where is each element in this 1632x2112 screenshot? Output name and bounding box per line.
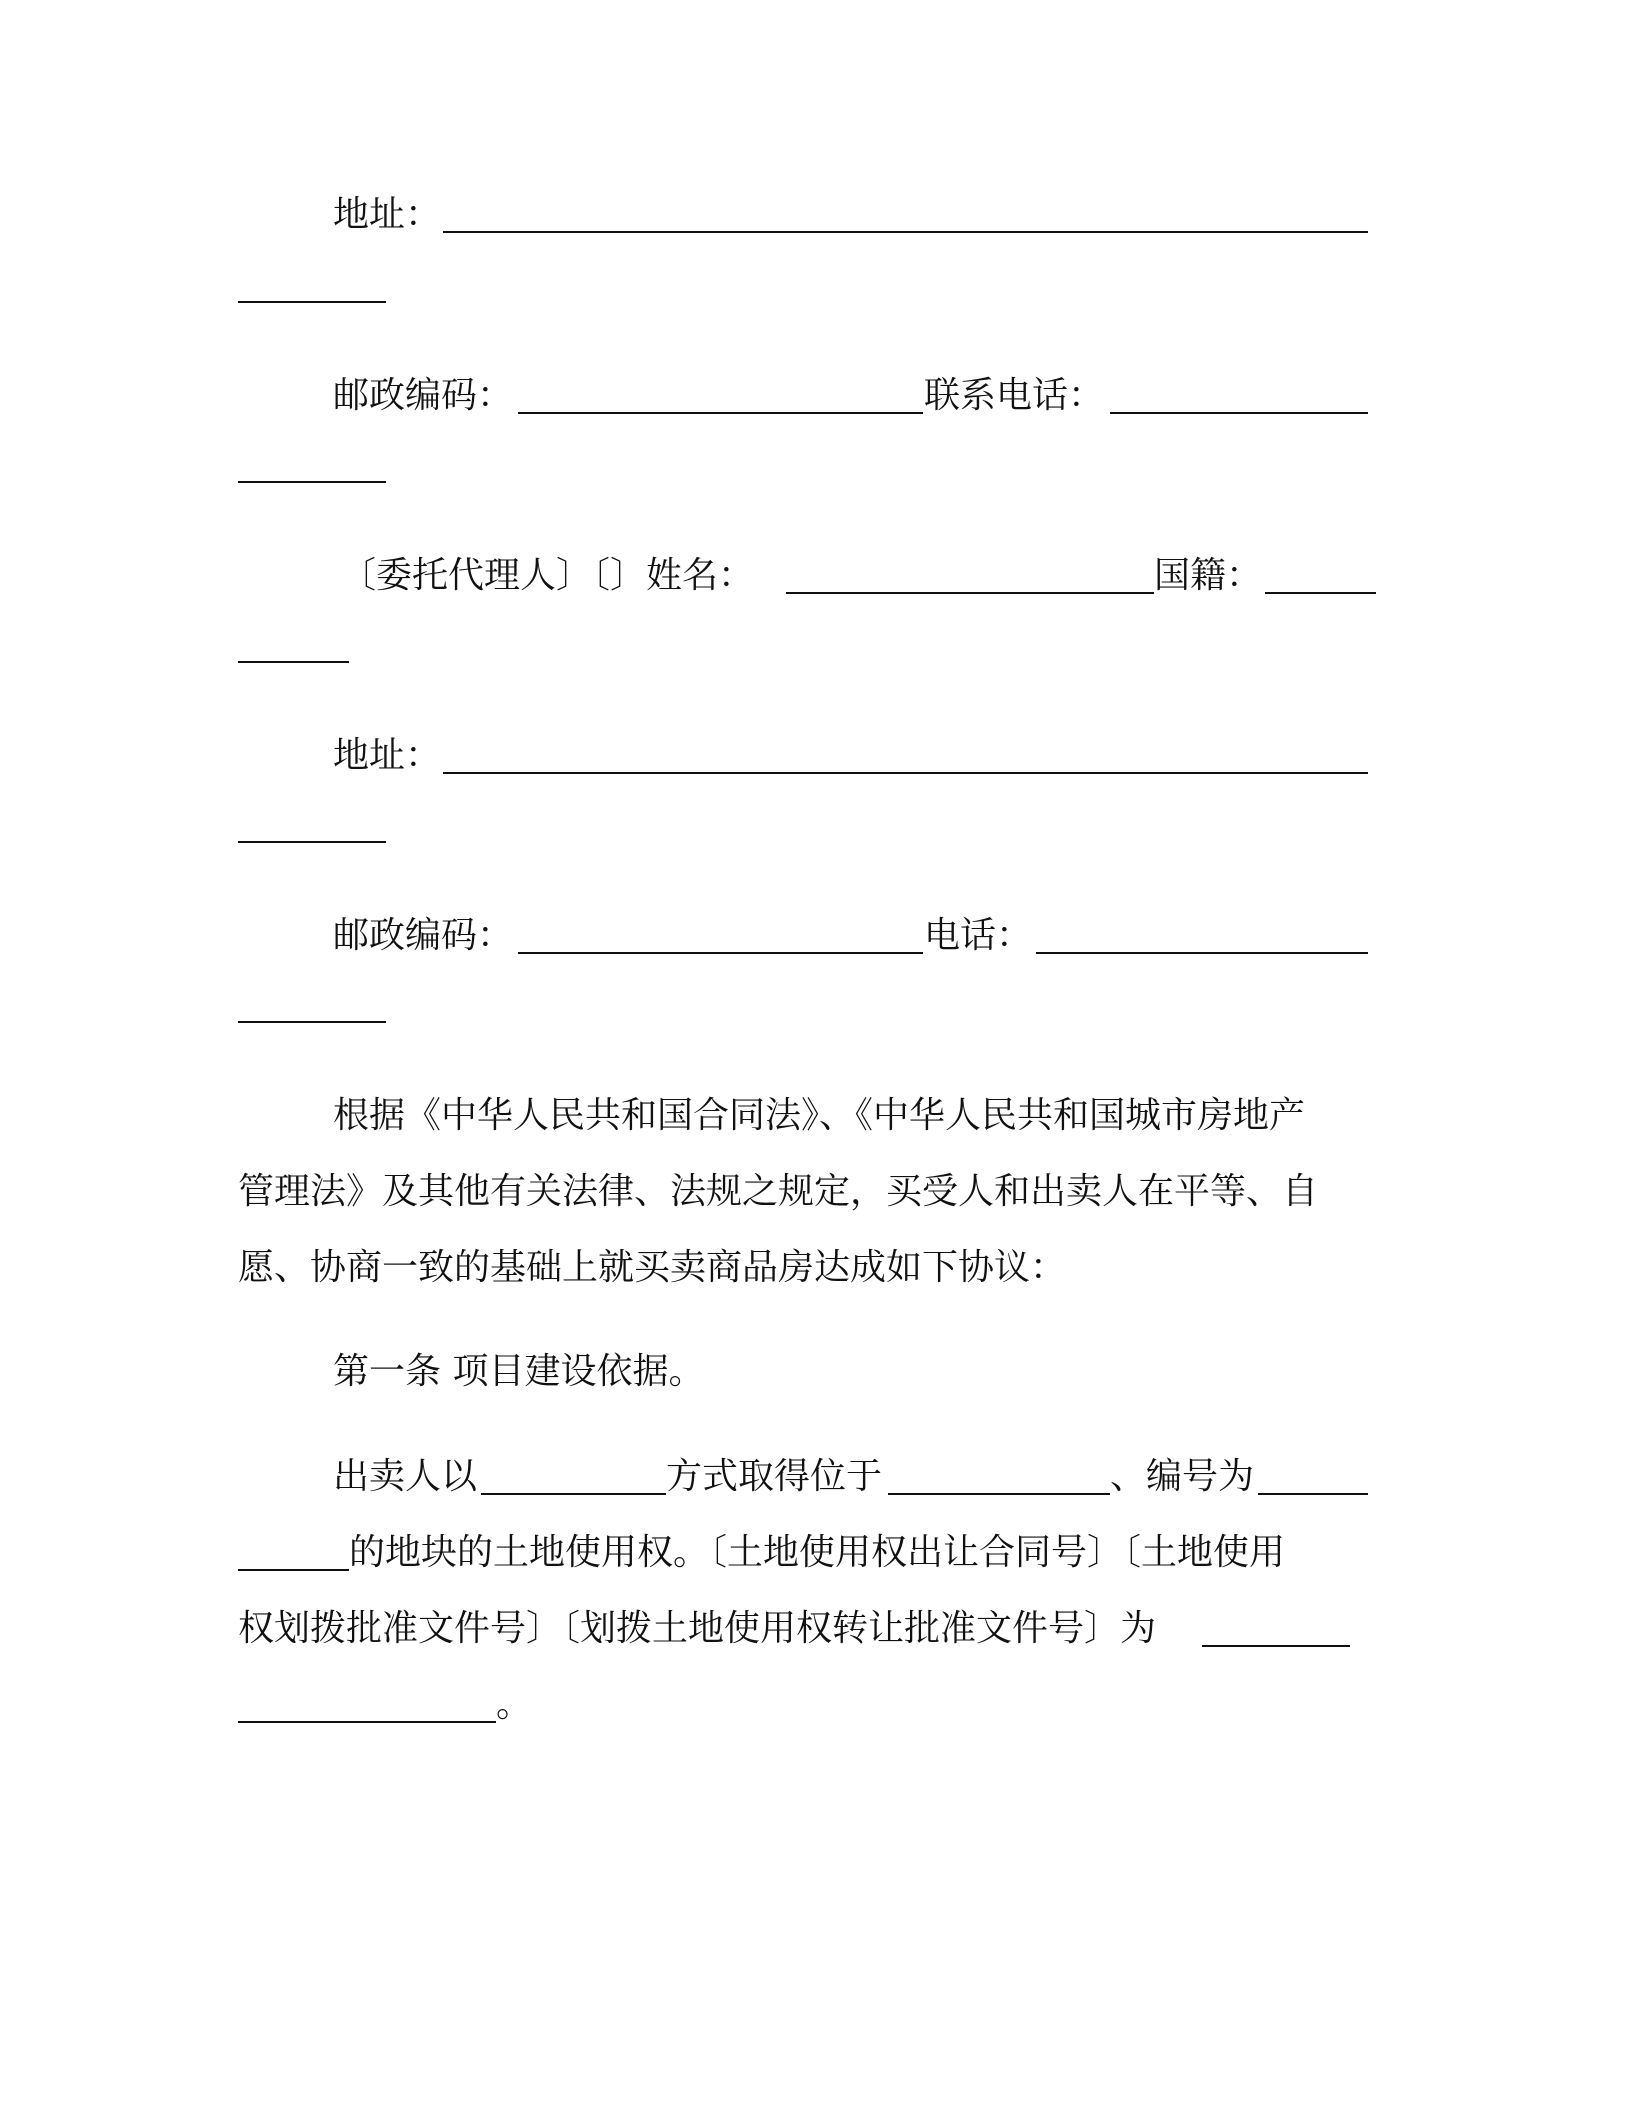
nationality-blank-continued[interactable] xyxy=(238,661,349,663)
parcel-number-blank[interactable] xyxy=(1258,1493,1368,1495)
preamble-line-3 xyxy=(0,1238,1632,1298)
agent-postal-code-label: 邮政编码： xyxy=(333,915,514,956)
article-1-line-1 xyxy=(0,1447,1632,1507)
acquisition-method-blank[interactable] xyxy=(481,1493,666,1495)
postal-code-label: 邮政编码： xyxy=(333,375,514,416)
agent-address-blank-continued[interactable] xyxy=(238,841,386,843)
article-1-period: 。 xyxy=(496,1684,533,1725)
agent-name-label: 〔委托代理人〕〔〕姓名： xyxy=(340,555,755,596)
address-line-1 xyxy=(0,185,1632,245)
agent-phone-blank-continued[interactable] xyxy=(238,1021,386,1023)
article-1-heading: 第一条 项目建设依据。 xyxy=(333,1351,705,1392)
postal-phone-continuation-1 xyxy=(0,435,1632,495)
agent-continuation xyxy=(0,615,1632,675)
agent-postal-code-blank[interactable] xyxy=(518,952,923,954)
address-blank-continued[interactable] xyxy=(238,301,386,303)
address-continuation-1 xyxy=(0,255,1632,315)
article-1-text-b: 方式取得位于 xyxy=(666,1456,883,1497)
postal-code-blank[interactable] xyxy=(518,412,923,414)
preamble-text-1: 根据《中华人民共和国合同法》、《中华人民共和国城市房地产 xyxy=(333,1095,1306,1136)
contact-phone-label: 联系电话： xyxy=(924,375,1105,416)
article-1-text-a: 出卖人以 xyxy=(333,1456,478,1497)
contact-phone-blank-continued[interactable] xyxy=(238,481,386,483)
article-1-line-3 xyxy=(0,1599,1632,1659)
article-1-text-c: 、编号为 xyxy=(1110,1456,1255,1497)
agent-address-blank[interactable] xyxy=(443,772,1368,774)
contact-phone-blank[interactable] xyxy=(1110,412,1368,414)
postal-phone-line-1 xyxy=(0,366,1632,426)
document-number-blank[interactable] xyxy=(1202,1645,1350,1647)
agent-phone-blank[interactable] xyxy=(1036,952,1368,954)
article-1-text-e: 权划拨批准文件号〕〔划拨土地使用权转让批准文件号〕为 xyxy=(238,1608,1157,1649)
postal-phone-continuation-2 xyxy=(0,975,1632,1035)
preamble-line-2 xyxy=(0,1162,1632,1222)
agent-line xyxy=(0,546,1632,606)
preamble-text-2: 管理法》及其他有关法律、法规之规定，买受人和出卖人在平等、自 xyxy=(238,1171,1319,1212)
article-1-text-d: 的地块的土地使用权。〔土地使用权出让合同号〕〔土地使用 xyxy=(349,1532,1286,1573)
preamble-line-1 xyxy=(0,1086,1632,1146)
parcel-number-blank-continued[interactable] xyxy=(238,1569,349,1571)
agent-phone-label: 电话： xyxy=(924,915,1033,956)
agent-name-blank[interactable] xyxy=(786,592,1154,594)
nationality-label: 国籍： xyxy=(1154,555,1263,596)
address-blank[interactable] xyxy=(443,231,1368,233)
address-line-2 xyxy=(0,726,1632,786)
agent-address-label: 地址： xyxy=(333,735,442,776)
preamble-text-3: 愿、协商一致的基础上就买卖商品房达成如下协议： xyxy=(238,1247,1067,1288)
article-1-line-4 xyxy=(0,1675,1632,1735)
nationality-blank[interactable] xyxy=(1265,592,1376,594)
article-1-heading-line xyxy=(0,1342,1632,1402)
address-label: 地址： xyxy=(333,194,442,235)
article-1-line-2 xyxy=(0,1523,1632,1583)
postal-phone-line-2 xyxy=(0,906,1632,966)
land-location-blank[interactable] xyxy=(888,1493,1110,1495)
address-continuation-2 xyxy=(0,795,1632,855)
document-number-blank-continued[interactable] xyxy=(238,1721,496,1723)
